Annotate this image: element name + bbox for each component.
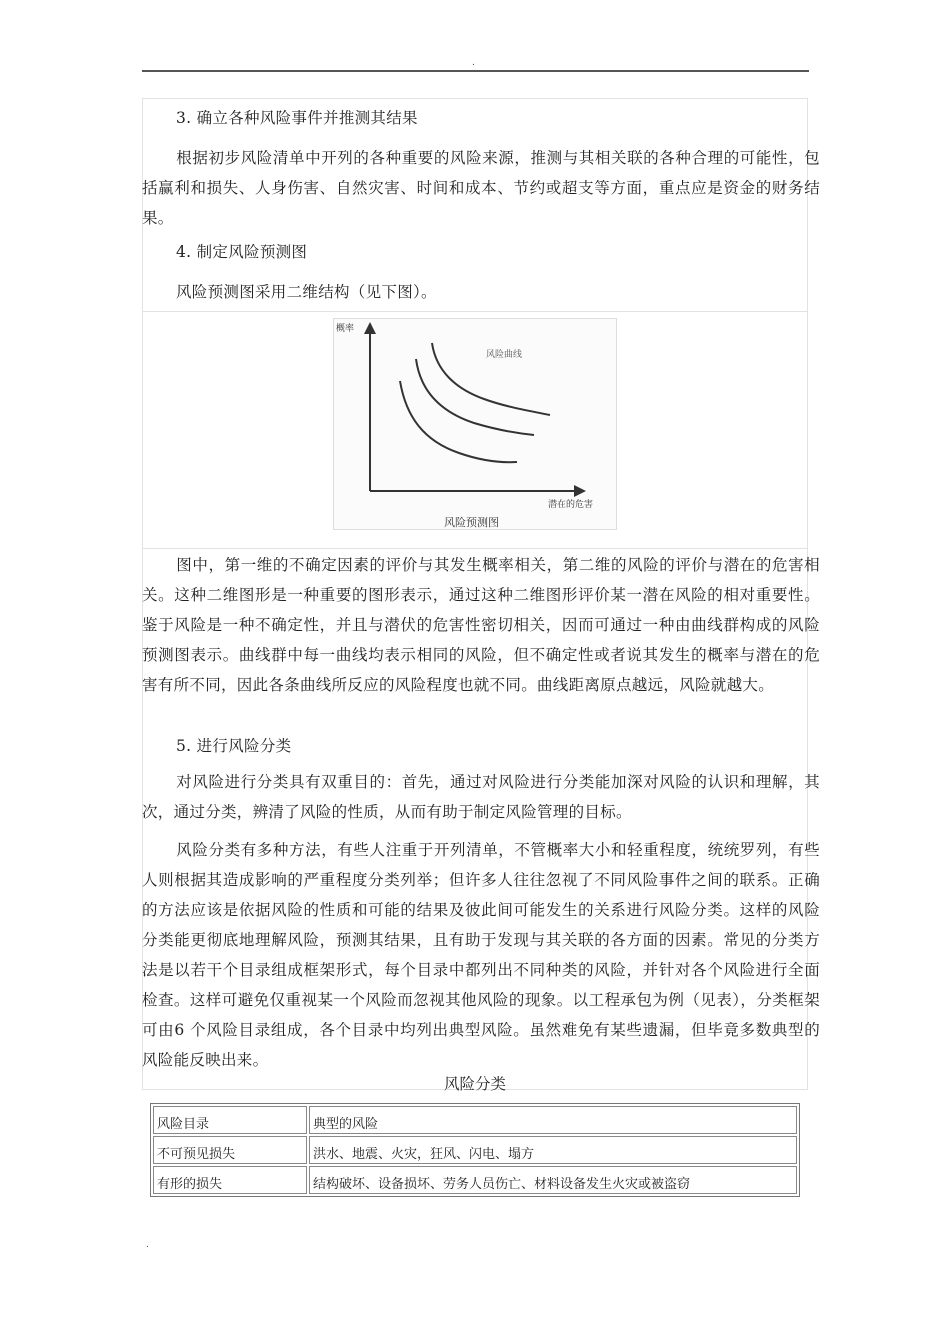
- y-axis-label: 概率: [336, 324, 355, 334]
- x-axis-arrow: [574, 485, 586, 497]
- section-4-title: 4. 制定风险预测图: [176, 243, 308, 261]
- table-cell-risks: 洪水、地震、火灾，狂风、闪电、塌方: [309, 1136, 797, 1164]
- table-cell-category: 有形的损失: [153, 1166, 307, 1194]
- curve-label: 风险曲线: [486, 350, 523, 360]
- figure-top-border: [142, 311, 808, 312]
- section-3-body: 根据初步风险清单中开列的各种重要的风险来源，推测与其相关联的各种合理的可能性，包括赢利和损失、人身伤害、自然灾害、时间和成本、节约或超支等方面，重点应是资金的财务结果。: [142, 149, 820, 227]
- table-cell-risks: 结构破坏、设备损坏、劳务人员伤亡、材料设备发生火灾或被盗窃: [309, 1166, 797, 1194]
- table-header-row: [153, 1106, 797, 1134]
- section-5-body-1: 对风险进行分类具有双重目的：首先，通过对风险进行分类能加深对风险的认识和理解，其次，通过分类，辨清了风险的性质，从而有助于制定风险管理的目标。: [142, 773, 820, 821]
- header-rule: [142, 70, 809, 72]
- section-4-intro: 风险预测图采用二维结构（见下图）。: [176, 283, 437, 301]
- table-header-category: 风险目录: [153, 1106, 307, 1134]
- table-cell-category: 不可预见损失: [153, 1136, 307, 1164]
- table-row: [153, 1136, 797, 1164]
- section-4-body: 图中，第一维的不确定因素的评价与其发生概率相关，第二维的风险的评价与潜在的危害相关。这种二维图形是一种重要的图形表示，通过这种二维图形评价某一潜在风险的相对重要性。鉴于风险是一种不确定性，并且与潜伏的危害性密切相关，因而可通过一种由曲线群构成的风险预测图表示。曲线群中每一曲线均表示相同的风险，但不确定性或者说其发生的概率与潜在的危害有所不同，因此各条曲线所反应的风险程度也就不同。曲线距离原点越远，风险就越大。: [142, 556, 820, 694]
- figure-bottom-border: [142, 548, 808, 549]
- table-caption: 风险分类: [443, 1075, 506, 1093]
- table-header-typical-risks: 典型的风险: [309, 1106, 797, 1134]
- header-mark: .: [472, 58, 475, 68]
- section-5-title: 5. 进行风险分类: [176, 737, 292, 755]
- risk-classification-table: [150, 1103, 800, 1197]
- risk-curve-middle: [416, 359, 534, 435]
- section-3-title: 3. 确立各种风险事件并推测其结果: [176, 109, 418, 127]
- table-row: [153, 1166, 797, 1194]
- x-axis-label: 潜在的危害: [548, 500, 594, 510]
- footer-mark: .: [146, 1240, 149, 1250]
- risk-curve-inner: [400, 381, 517, 462]
- risk-forecast-figure: [333, 318, 617, 530]
- y-axis-arrow: [364, 322, 376, 334]
- section-5-body-2: 风险分类有多种方法，有些人注重于开列清单，不管概率大小和轻重程度，统统罗列，有些人则根据其造成影响的严重程度分类列举；但许多人往往忽视了不同风险事件之间的联系。正确的方法应该是依据风险的性质和可能的结果及彼此间可能发生的关系进行风险分类。这样的风险分类能更彻底地理解风险，预测其结果，且有助于发现与其关联的各方面的因素。常见的分类方法是以若干个目录组成框架形式，每个目录中都列出不同种类的风险，并针对各个风险进行全面检查。这样可避免仅重视某一个风险而忽视其他风险的现象。以工程承包为例（见表），分类框架可由6 个风险目录组成，各个目录中均列出典型风险。虽然难免有某些遗漏，但毕竟多数典型的风险能反映出来。: [142, 841, 820, 1069]
- figure-caption: 风险预测图: [444, 516, 499, 529]
